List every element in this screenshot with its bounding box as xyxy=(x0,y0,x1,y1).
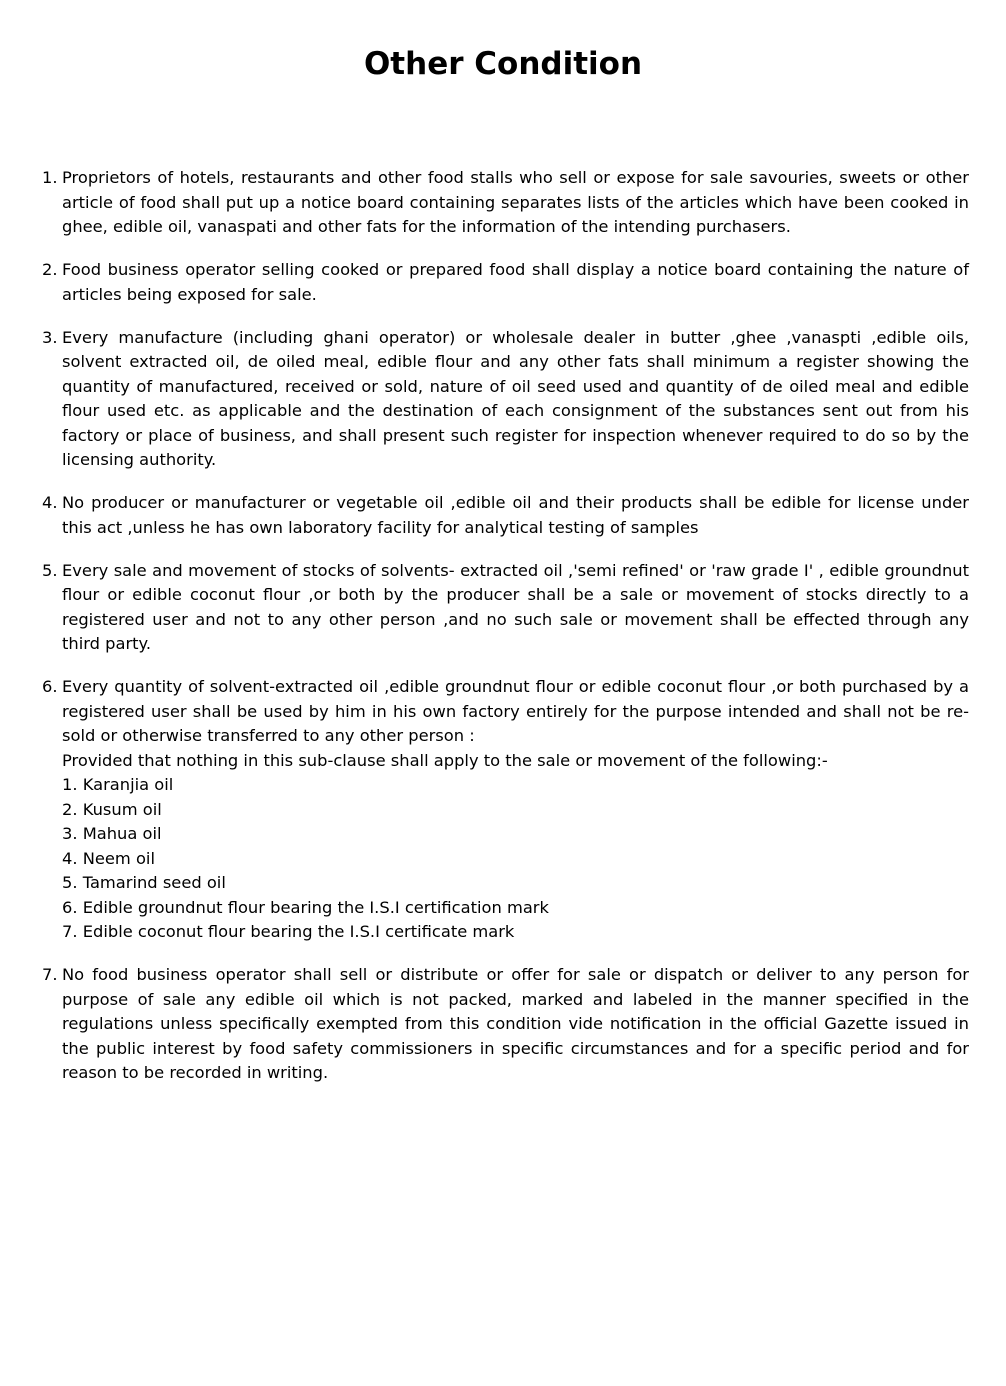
condition-item-3 xyxy=(42,326,969,473)
condition-text: Every manufacture (including ghani operator) or wholesale dealer in butter ,ghee ,vanaspti ,edible oils, solvent extracted oil, de oiled meal, edible flour and any other fats shall minimum a register showing the quantity of manufactured, received or sold, nature of oil seed used and quantity of de oiled meal and edible flour used etc. as applicable and the destination of each consignment of the substances sent out from his factory or place of business, and shall present such register for inspection whenever required to do so by the licensing authority. xyxy=(62,327,969,469)
exempted-item: 1. Karanjia oil xyxy=(62,775,174,794)
condition-item-5 xyxy=(42,559,969,657)
condition-item-2 xyxy=(42,258,969,307)
exempted-item: 2. Kusum oil xyxy=(62,799,162,819)
exempted-item: 7. Edible coconut flour bearing the I.S.I certificate mark xyxy=(62,922,515,941)
condition-text: Every quantity of solvent-extracted oil ,edible groundnut flour or edible coconut flour ,or both purchased by a registered user shall be used by him in his own factory entirely for the purpose intended and shall not be re-sold or otherwise transferred to any other person : xyxy=(62,677,969,745)
exempted-item: 4. Neem oil xyxy=(62,848,155,868)
condition-number: 4. xyxy=(42,493,58,512)
condition-text: Every sale and movement of stocks of solvents- extracted oil ,'semi refined' or 'raw grade I' , edible groundnut flour or edible coconut flour ,or both by the producer shall be a sale or movement of stocks directly to a registered user and not to any other person ,and no such sale or movement shall be effected through any third party. xyxy=(62,560,969,653)
condition-item-7 xyxy=(42,963,969,1086)
condition-number: 3. xyxy=(42,327,58,347)
condition-number: 5. xyxy=(42,560,58,580)
exempted-item: 3. Mahua oil xyxy=(62,824,162,843)
exempted-item: 5. Tamarind seed oil xyxy=(62,873,226,892)
condition-number: 6. xyxy=(42,677,58,696)
page-title: Other Condition xyxy=(363,46,643,82)
condition-text: Proprietors of hotels, restaurants and other food stalls who sell or expose for sale savouries, sweets or other article of food shall put up a notice board containing separates lists of the articles which have been cooked in ghee, edible oil, vanaspati and other fats for the information of the intending purchasers. xyxy=(62,168,969,236)
condition-text: Food business operator selling cooked or prepared food shall display a notice board containing the nature of articles being exposed for sale. xyxy=(62,260,969,304)
conditions-list xyxy=(42,166,969,1104)
condition-text: No food business operator shall sell or distribute or offer for sale or dispatch or deliver to any person for purpose of sale any edible oil which is not packed, marked and labeled in the manner specified in the regulations unless specifically exempted from this condition vide notification in the official Gazette issued in the public interest by food safety commissioners in specific circumstances and for a specific period and for reason to be recorded in writing. xyxy=(62,965,969,1082)
condition-number: 2. xyxy=(42,260,58,279)
condition-item-1 xyxy=(42,166,969,240)
condition-text: No producer or manufacturer or vegetable oil ,edible oil and their products shall be edible for license under this act ,unless he has own laboratory facility for analytical testing of samples xyxy=(62,493,969,537)
condition-item-4 xyxy=(42,491,969,540)
condition-proviso: Provided that nothing in this sub-clause shall apply to the sale or movement of the following:- xyxy=(62,750,828,770)
condition-number: 7. xyxy=(42,965,58,984)
exempted-item: 6. Edible groundnut flour bearing the I.S.I certification mark xyxy=(62,897,549,917)
condition-item-6 xyxy=(42,675,969,945)
condition-number: 1. xyxy=(42,168,58,187)
